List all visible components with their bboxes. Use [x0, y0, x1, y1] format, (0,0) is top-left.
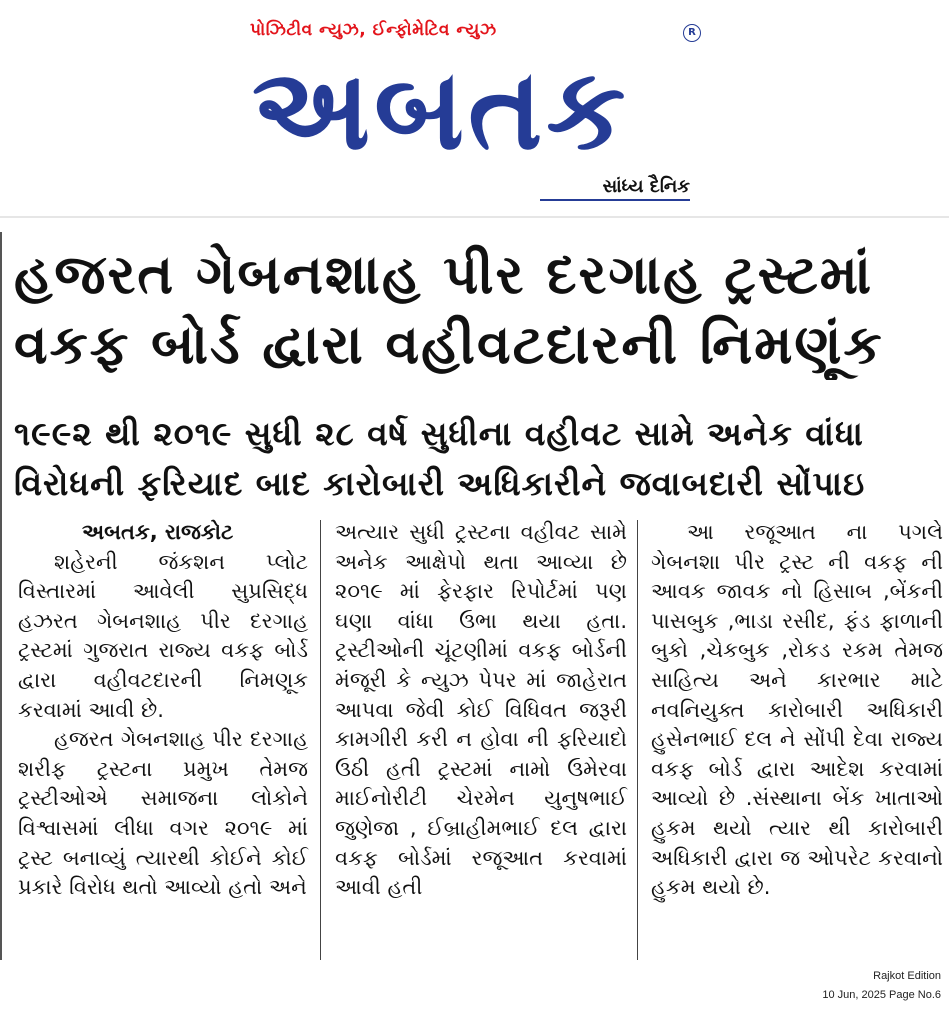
column-divider: [637, 520, 638, 960]
article-left-border: [0, 232, 2, 960]
headline-line-1: હજરત ગેબનશાહ પીર દરગાહ ટ્રસ્ટમાં: [14, 243, 874, 306]
masthead-divider: [0, 216, 949, 218]
subheadline-line-1: ૧૯૯૨ થી ૨૦૧૯ સુધી ૨૮ વર્ષ સુધીના વહીવટ સામે અનેક વાંધા: [14, 414, 864, 453]
article-column-3: [651, 518, 943, 903]
subheadline-line-2: વિરોધની ફરિયાદ બાદ કારોબારી અધિકારીને જવાબદારી સોંપાઇ: [14, 464, 866, 503]
logo-underline: [540, 199, 690, 201]
article-paragraph: શહેરની જંકશન પ્લોટ વિસ્તારમાં આવેલી સુપ્રસિદ્ધ હઝરત ગેબનશાહ પીર દરગાહ ટ્રસ્ટમાં ગુજરાત રાજ્ય વકફ બોર્ડ દ્વારા વહીવટદારની નિમણૂક કરવામાં આવી છે.: [18, 549, 308, 722]
article-paragraph: હજરત ગેબનશાહ પીર દરગાહ શરીફ ટ્રસ્ટના પ્રમુખ તેમજ ટ્રસ્ટીઓએ સમાજના લોકોને વિશ્વાસમાં લીધા વગર ૨૦૧૯ માં ટ્રસ્ટ બનાવ્યું ત્યારથી કોઈને કોઈ પ્રકારે વિરોધ થતો આવ્યો હતો અને: [18, 727, 308, 900]
masthead-tagline: પોઝિટીવ ન્યુઝ, ઈન્ફોમેટિવ ન્યુઝ: [250, 20, 497, 40]
edition-type-label: સાંધ્ય દૈનિક: [602, 176, 690, 197]
article-paragraph: અત્યાર સુધી ટ્રસ્ટના વહીવટ સામે અનેક આક્ષેપો થતા આવ્યા છે ૨૦૧૯ માં ફેરફાર રિપોર્ટમાં પણ ઘણા વાંધા ઉભા થયા હતા. ટ્રસ્ટીઓની ચૂંટણીમાં વકફ બોર્ડની મંજૂરી કે ન્યુઝ પેપર માં જાહેરાત આપવા જેવી કોઈ વિધિવત જરૂરી કામગીરી કરી ન હોવા ની ફરિયાદો ઉઠી હતી ટ્રસ્ટમાં નામો ઉમેરવા માઈનોરીટી ચેરમેન યુનુષભાઈ જુણેજા , ઈબ્રાહીમભાઈ દલ દ્વારા વકફ બોર્ડમાં રજૂઆત કરવામાં આવી હતી: [335, 520, 627, 900]
column-divider: [320, 520, 321, 960]
edition-label: Rajkot Edition: [873, 970, 941, 982]
masthead: [0, 0, 949, 215]
article-column-2: [335, 518, 627, 903]
article-paragraph: આ રજૂઆત ના પગલે ગેબનશા પીર ટ્રસ્ટ ની વકફ ની આવક જાવક નો હિસાબ ,બેંકની પાસબુક ,ભાડા રસીદ, ફંડ ફાળાની બુકો ,ચેકબુક ,રોકડ રકમ તેમજ સાહિત્ય અને કારભાર માટે નવનિયુક્ત કારોબારી અધિકારી હુસેનભાઈ દલ ને સોંપી દેવા રાજ્ય વકફ બોર્ડ દ્વારા આદેશ કરવામાં આવ્યો છે .સંસ્થાના બેંક ખાતાઓ હુકમ થયો ત્યાર થી કારોબારી અધિકારી દ્વારા જ ઓપરેટ કરવાનો હુકમ થયો છે.: [651, 520, 943, 900]
date-page-label: 10 Jun, 2025 Page No.6: [822, 989, 941, 1001]
registered-mark-icon: R: [683, 24, 701, 42]
article-column-1: [18, 518, 308, 903]
article-byline: અબતક, રાજકોટ: [82, 520, 234, 544]
newspaper-logo: અબતક: [252, 45, 630, 175]
headline-line-2: વકફ બોર્ડ દ્વારા વહીવટદારની નિમણૂંક: [14, 313, 884, 376]
